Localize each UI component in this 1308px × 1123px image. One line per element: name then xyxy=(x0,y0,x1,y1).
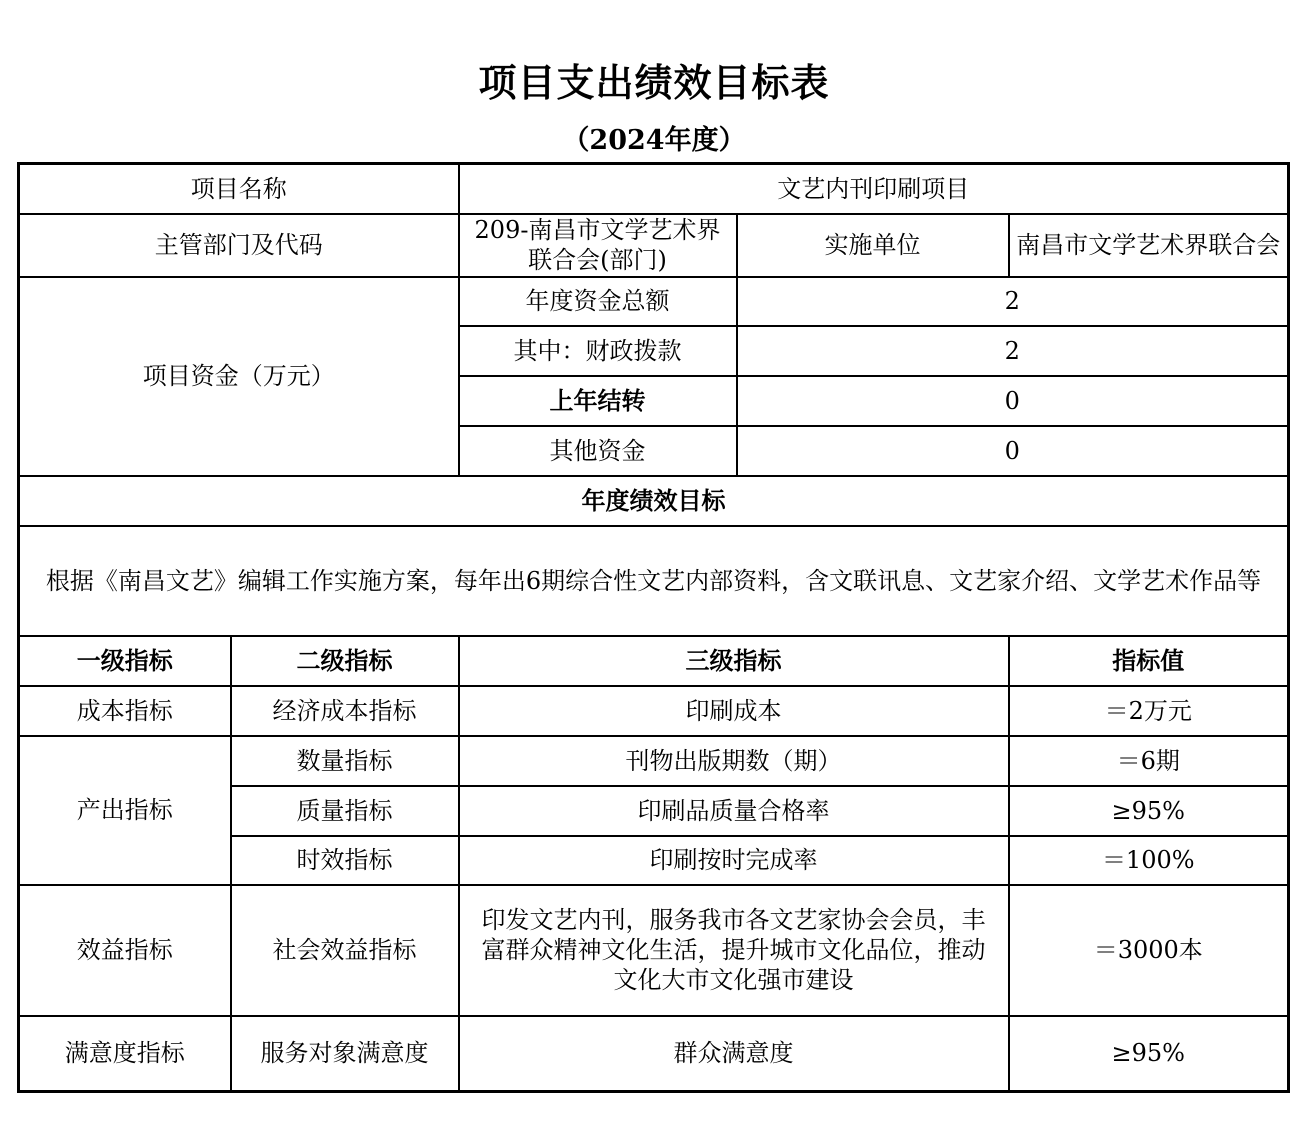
fund-row-value: 2 xyxy=(737,277,1289,326)
fund-row-label: 其中：财政拨款 xyxy=(459,326,737,376)
fund-row-label: 其他资金 xyxy=(459,426,737,476)
level2-indicator: 质量指标 xyxy=(231,786,459,836)
level2-indicator: 服务对象满意度 xyxy=(231,1016,459,1092)
fund-row-label: 年度资金总额 xyxy=(459,277,737,326)
table-row xyxy=(19,1016,1289,1092)
performance-goal-table xyxy=(17,162,1290,1093)
level2-indicator: 经济成本指标 xyxy=(231,686,459,736)
level1-indicator: 效益指标 xyxy=(19,885,231,1016)
project-name-label: 项目名称 xyxy=(19,164,459,214)
column-header: 指标值 xyxy=(1009,636,1289,686)
indicator-value: ＝3000本 xyxy=(1009,885,1289,1016)
annual-goal-text: 根据《南昌文艺》编辑工作实施方案，每年出6期综合性文艺内部资料，含文联讯息、文艺家介绍、文学艺术作品等 xyxy=(19,526,1289,636)
implementing-unit-label: 实施单位 xyxy=(737,214,1009,277)
level3-indicator: 群众满意度 xyxy=(459,1016,1009,1092)
goal-text-row xyxy=(19,526,1289,636)
level2-indicator: 数量指标 xyxy=(231,736,459,786)
department-row xyxy=(19,214,1289,277)
project-name-row xyxy=(19,164,1289,214)
indicator-value: ＝2万元 xyxy=(1009,686,1289,736)
page-subtitle: （2024年度） xyxy=(562,125,746,156)
level2-indicator: 社会效益指标 xyxy=(231,885,459,1016)
annual-goal-header: 年度绩效目标 xyxy=(19,476,1289,526)
level2-indicator: 时效指标 xyxy=(231,836,459,885)
level3-indicator: 印刷按时完成率 xyxy=(459,836,1009,885)
level3-indicator: 印发文艺内刊，服务我市各文艺家协会会员，丰富群众精神文化生活，提升城市文化品位，推动文化大市文化强市建设 xyxy=(459,885,1009,1016)
fund-row xyxy=(19,277,1289,326)
level1-indicator: 满意度指标 xyxy=(19,1016,231,1092)
fund-row-value: 0 xyxy=(737,426,1289,476)
department-value: 209-南昌市文学艺术界联合会(部门) xyxy=(459,214,737,277)
implementing-unit-value: 南昌市文学艺术界联合会 xyxy=(1009,214,1289,277)
department-label: 主管部门及代码 xyxy=(19,214,459,277)
table-row xyxy=(19,736,1289,786)
fund-row-value: 0 xyxy=(737,376,1289,426)
level3-indicator: 印刷成本 xyxy=(459,686,1009,736)
indicator-value: ＝6期 xyxy=(1009,736,1289,786)
fund-row-label: 上年结转 xyxy=(459,376,737,426)
level3-indicator: 刊物出版期数（期） xyxy=(459,736,1009,786)
indicator-header-row xyxy=(19,636,1289,686)
fund-label: 项目资金（万元） xyxy=(19,277,459,476)
level1-indicator: 成本指标 xyxy=(19,686,231,736)
level1-indicator: 产出指标 xyxy=(19,736,231,885)
indicator-value: ≥95% xyxy=(1009,1016,1289,1092)
column-header: 一级指标 xyxy=(19,636,231,686)
level3-indicator: 印刷品质量合格率 xyxy=(459,786,1009,836)
column-header: 二级指标 xyxy=(231,636,459,686)
indicator-value: ＝100% xyxy=(1009,836,1289,885)
fund-row-value: 2 xyxy=(737,326,1289,376)
table-row xyxy=(19,686,1289,736)
goal-header-row xyxy=(19,476,1289,526)
page-title: 项目支出绩效目标表 xyxy=(478,60,830,105)
indicator-value: ≥95% xyxy=(1009,786,1289,836)
project-name-value: 文艺内刊印刷项目 xyxy=(459,164,1289,214)
table-row xyxy=(19,885,1289,1016)
column-header: 三级指标 xyxy=(459,636,1009,686)
